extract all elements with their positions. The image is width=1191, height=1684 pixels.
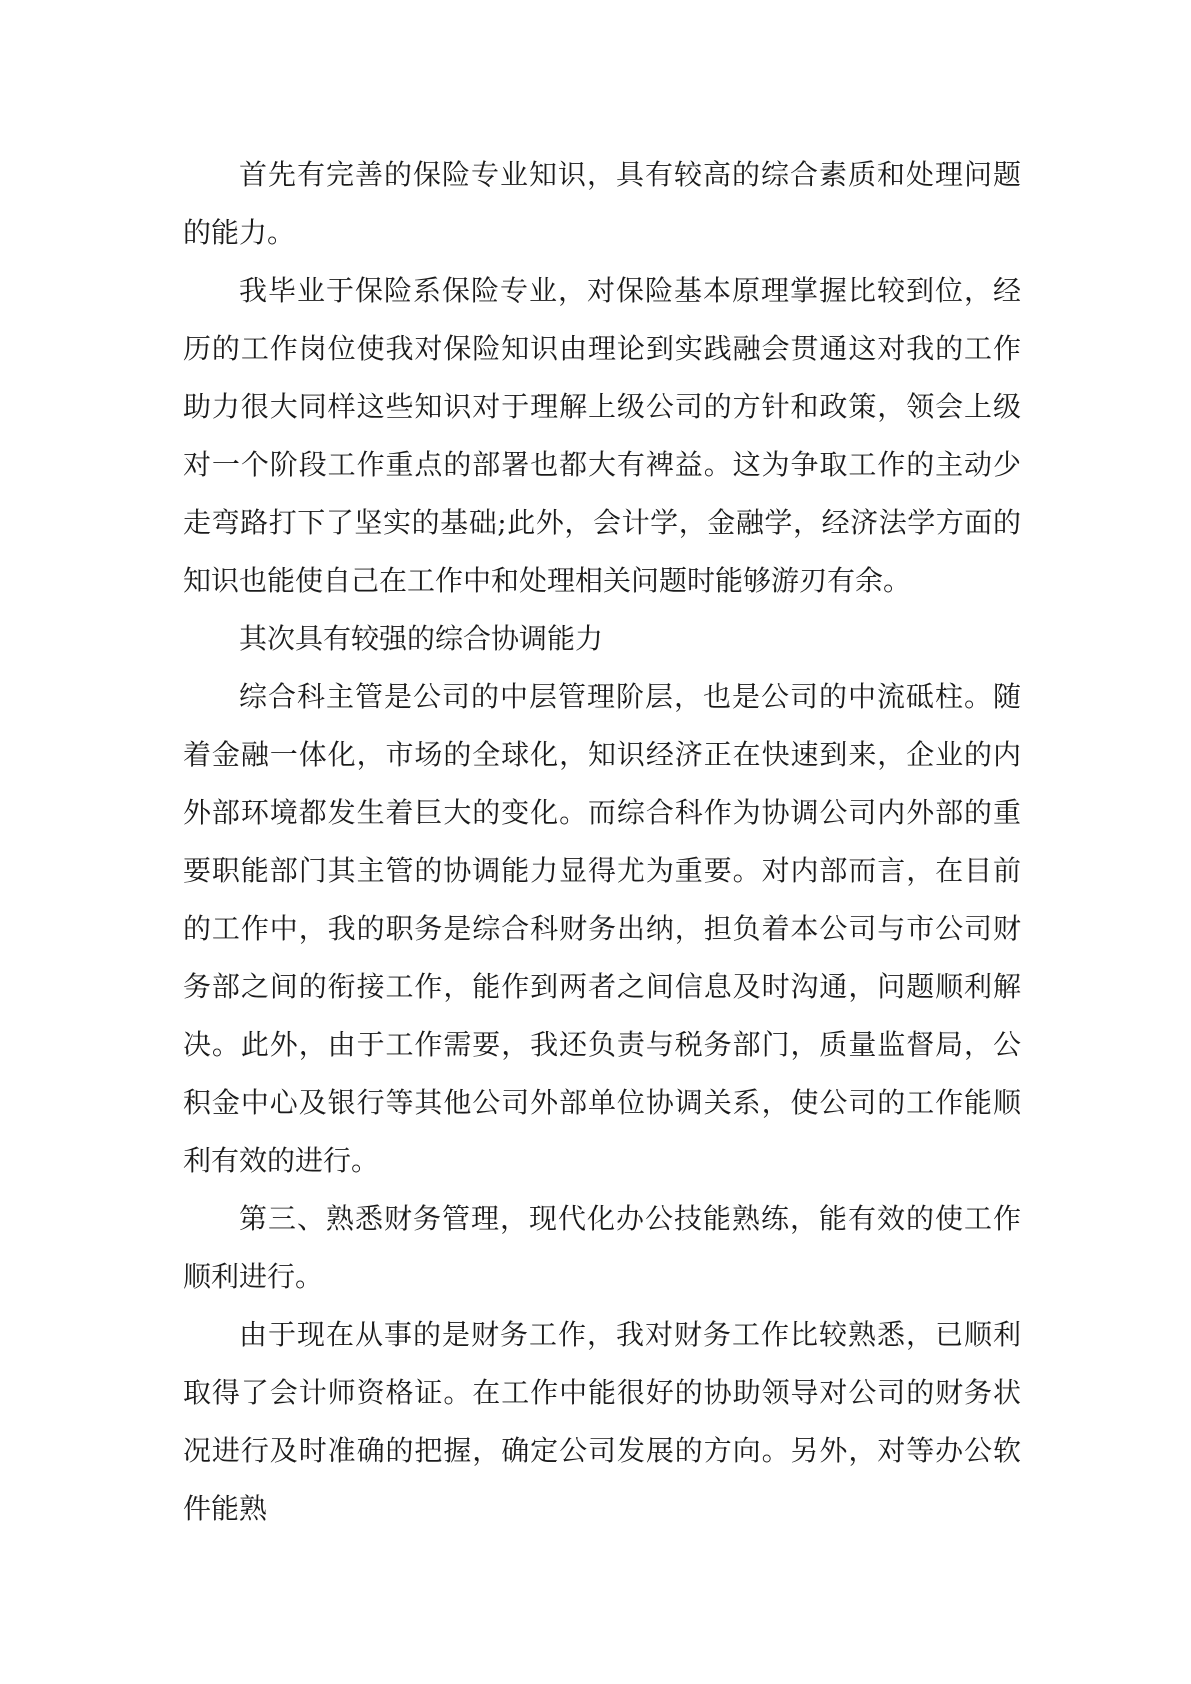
paragraph-coordination-heading: 其次具有较强的综合协调能力 [239,622,604,655]
paragraph-education-background: 我毕业于保险系保险专业，对保险基本原理掌握比较到位，经历的工作岗位使我对保险知识由理论到实践融会贯通这对我的工作助力很大同样这些知识对于理解上级公司的方针和政策，领会上级对一个阶段工作重点的部署也都大有裨益。这为争取工作的主动少走弯路打下了坚实的基础;此外，会计学，金融学，经济法学方面的知识也能使自己在工作中和处理相关问题时能够游刃有余。 [183,274,1021,597]
paragraph-finance-heading: 第三、熟悉财务管理，现代化办公技能熟练，能有效的使工作顺利进行。 [183,1202,1021,1293]
document-body [183,146,1021,1538]
paragraph-finance-detail: 由于现在从事的是财务工作，我对财务工作比较熟悉，已顺利取得了会计师资格证。在工作中能很好的协助领导对公司的财务状况进行及时准确的把握，确定公司发展的方向。另外，对等办公软件能熟 [183,1318,1021,1525]
paragraph-coordination-detail: 综合科主管是公司的中层管理阶层，也是公司的中流砥柱。随着金融一体化，市场的全球化，知识经济正在快速到来，企业的内外部环境都发生着巨大的变化。而综合科作为协调公司内外部的重要职能部门其主管的协调能力显得尤为重要。对内部而言，在目前的工作中，我的职务是综合科财务出纳，担负着本公司与市公司财务部之间的衔接工作，能作到两者之间信息及时沟通，问题顺利解决。此外，由于工作需要，我还负责与税务部门，质量监督局，公积金中心及银行等其他公司外部单位协调关系，使公司的工作能顺利有效的进行。 [183,680,1021,1177]
paragraph-insurance-knowledge: 首先有完善的保险专业知识，具有较高的综合素质和处理问题的能力。 [183,158,1021,249]
